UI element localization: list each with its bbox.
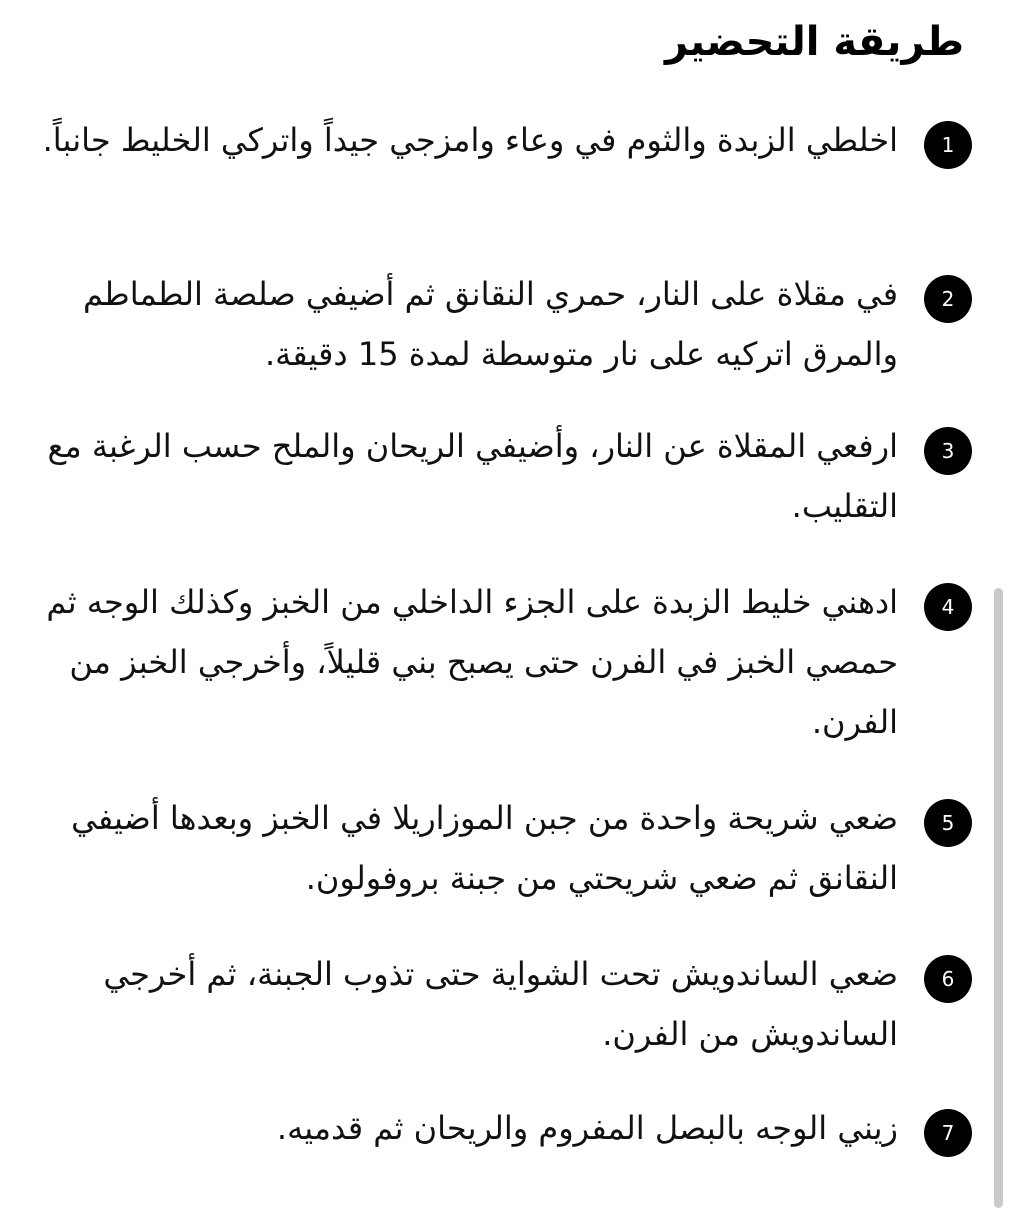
step-item — [12, 110, 972, 170]
step-item — [12, 788, 972, 908]
step-number-badge: 5 — [924, 799, 972, 847]
step-number-badge: 2 — [924, 275, 972, 323]
step-number-badge: 6 — [924, 955, 972, 1003]
step-item — [12, 416, 972, 536]
step-text: ضعي شريحة واحدة من جبن الموزاريلا في الخبز وبعدها أضيفي النقانق ثم ضعي شريحتي من جبنة بروفولون. — [71, 799, 898, 897]
vertical-scrollbar[interactable] — [994, 588, 1003, 1208]
step-text: اخلطي الزبدة والثوم في وعاء وامزجي جيداً واتركي الخليط جانباً. — [42, 121, 898, 159]
step-item — [12, 264, 972, 384]
step-number-badge: 1 — [924, 121, 972, 169]
step-text: زيني الوجه بالبصل المفروم والريحان ثم قدميه. — [276, 1109, 898, 1147]
section-title: طريقة التحضير — [664, 19, 964, 65]
step-item — [12, 944, 972, 1064]
step-text: ضعي الساندويش تحت الشواية حتى تذوب الجبنة، ثم أخرجي الساندويش من الفرن. — [103, 955, 898, 1053]
step-number-badge: 4 — [924, 583, 972, 631]
step-item — [12, 572, 972, 752]
step-text: ادهني خليط الزبدة على الجزء الداخلي من الخبز وكذلك الوجه ثم حمصي الخبز في الفرن حتى يصبح بني قليلاً، وأخرجي الخبز من الفرن. — [46, 583, 898, 741]
step-number-badge: 3 — [924, 427, 972, 475]
step-text: في مقلاة على النار، حمري النقانق ثم أضيفي صلصة الطماطم والمرق اتركيه على نار متوسطة لمدة 15 دقيقة. — [82, 275, 898, 373]
step-number-badge: 7 — [924, 1109, 972, 1157]
step-text: ارفعي المقلاة عن النار، وأضيفي الريحان والملح حسب الرغبة مع التقليب. — [47, 427, 898, 525]
step-item — [12, 1098, 972, 1158]
